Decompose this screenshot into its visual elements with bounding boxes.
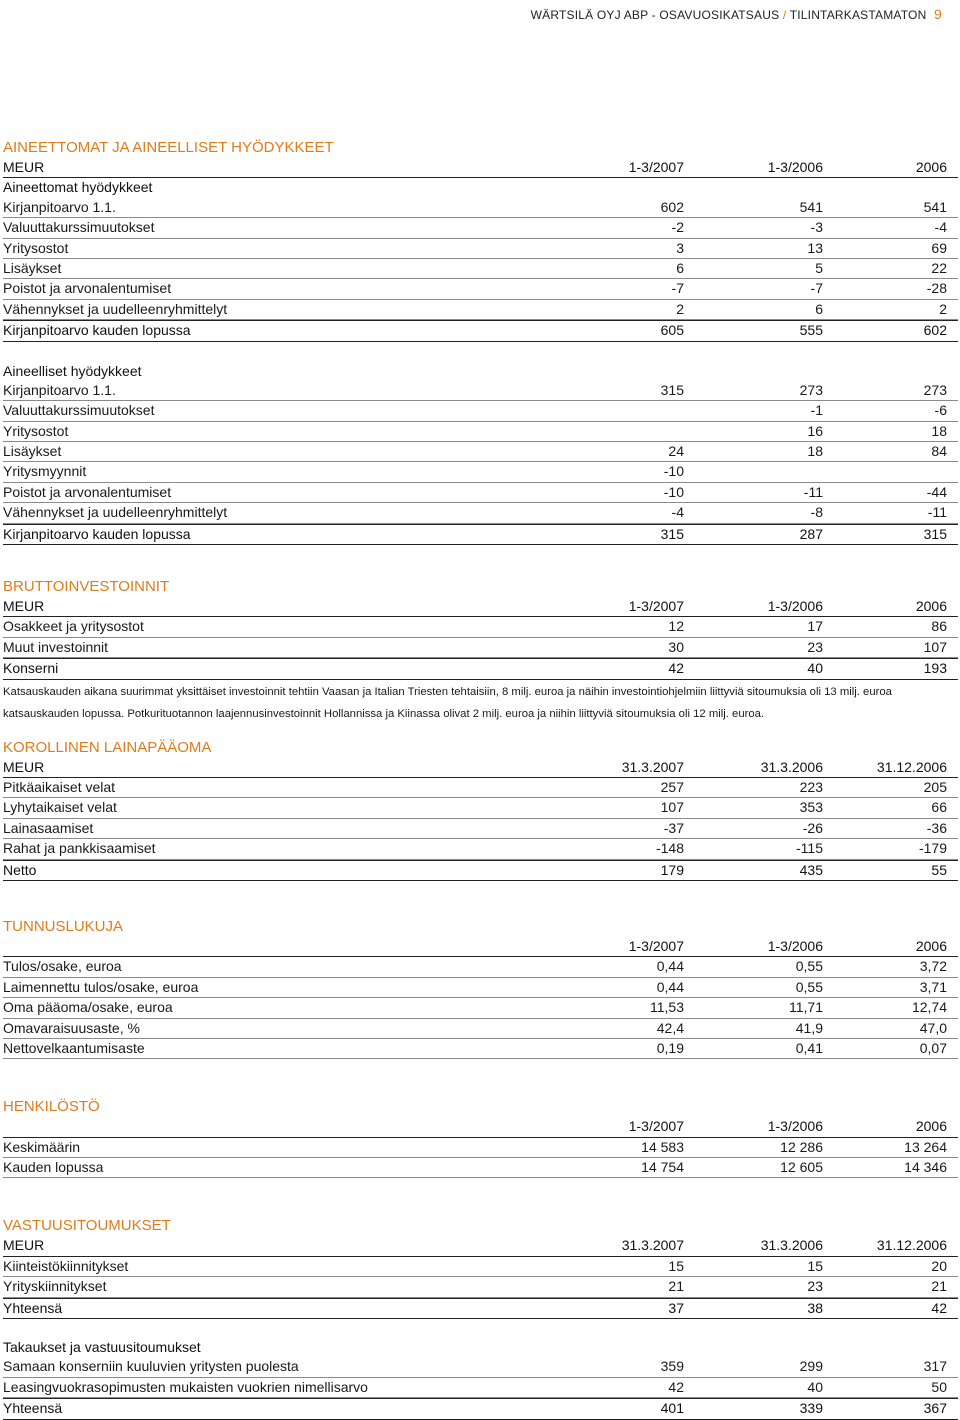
col-value-2: 299 [799,1358,823,1375]
row-label: Vähennykset ja uudelleenryhmittelyt [3,300,228,317]
col-value-1: 0,44 [656,958,684,975]
col-value-3: 69 [931,239,947,256]
col-value-3: 273 [923,381,947,398]
col-value-1: 1-3/2007 [628,598,684,615]
col-value-1: 15 [668,1257,684,1274]
col-value-1: 31.3.2007 [621,758,684,775]
col-value-3: 2006 [915,1118,947,1135]
col-value-3: -6 [934,402,947,419]
header-subtitle: TILINTARKASTAMATON [789,8,927,22]
subheading-aineettomat: Aineettomat hyödykkeet [3,179,153,196]
col-value-1: -7 [671,280,684,297]
row-label: Poistot ja arvonalentumiset [3,483,172,500]
total-row [3,524,958,545]
table-row [3,1158,958,1178]
row-label: Yritysostot [3,422,69,439]
col-value-2: 12 286 [780,1138,823,1155]
table-body [3,778,958,860]
row-label: Yritysostot [3,239,69,256]
page-number: 9 [934,6,942,22]
col-value-2: 0,55 [795,958,823,975]
table-row [3,1019,958,1039]
table-row [3,978,958,998]
table-row [3,381,958,401]
col-value-2: 23 [807,638,823,655]
row-label: Pitkäaikaiset velat [3,778,116,795]
col-value-3: 12,74 [911,999,947,1016]
col-value-1: 11,53 [650,999,684,1016]
col-value-3: 14 346 [904,1159,947,1176]
col-value-1: -10 [663,463,684,480]
section-title-bruttoinvestoinnit: BRUTTOINVESTOINNIT [3,578,170,596]
row-label: MEUR [3,159,45,175]
table-row [3,798,958,818]
col-value-1: 12 [668,618,684,635]
table-header [3,1117,958,1137]
table-body [3,1357,958,1398]
row-label: Lainasaamiset [3,819,94,836]
col-value-2: 31.3.2006 [760,758,823,775]
col-value-2: -26 [802,819,823,836]
row-label: Valuuttakurssimuutokset [3,219,155,236]
col-value-1: 14 754 [641,1159,684,1176]
row-label: Vähennykset ja uudelleenryhmittelyt [3,504,228,521]
table-row [3,819,958,839]
table-row [3,617,958,637]
table-body [3,381,958,524]
col-value-1: 3 [676,239,684,256]
row-label: Oma pääoma/osake, euroa [3,999,173,1016]
table-row [3,1378,958,1398]
row-label: Kirjanpitoarvo 1.1. [3,381,116,398]
investment-note: Katsauskauden aikana suurimmat yksittäiset investoinnit tehtiin Vaasan ja Italian Triesten tehtaisiin, 8 milj. euroa ja näihin investointiohjelmiin liittyviä sitoumuksia oli 13 milj. euroa katsauskauden lopussa. Potkurituotannon laajennusinvestoinnit Hollannissa ja Kiinassa olivat 2 milj. euroa ja niihin liittyviä sitoumuksia oli 12 milj. euroa. [3,685,892,720]
table-row [3,279,958,299]
col-value-1: 31.3.2007 [621,1237,684,1254]
row-label: Samaan konserniin kuuluvien yritysten puolesta [3,1358,299,1375]
col-value-1: 21 [668,1278,684,1295]
col-value-2: -115 [796,840,823,857]
col-value-1: 42 [668,660,684,677]
table-row [3,422,958,442]
row-label: Osakkeet ja yritysostot [3,618,144,635]
col-value-2: 23 [807,1278,823,1295]
col-value-1: 0,44 [656,978,684,995]
col-value-2: 1-3/2006 [767,598,823,615]
col-value-1: 1-3/2007 [628,937,684,954]
col-value-2: 353 [799,799,823,816]
col-value-2: 0,55 [795,978,823,995]
col-value-1: 2 [676,300,684,317]
col-value-2: 6 [815,300,823,317]
section-title-henkilosto: HENKILÖSTÖ [3,1098,100,1116]
col-value-3: 317 [923,1358,947,1375]
row-label: Konserni [3,660,59,677]
col-value-2: 555 [799,322,823,339]
col-value-1: -37 [663,819,684,836]
table-header [3,1236,958,1256]
table-row [3,1039,958,1059]
col-value-2: 18 [807,443,823,460]
col-value-1: 14 583 [641,1138,684,1155]
col-value-2: 17 [807,618,823,635]
col-value-3: 18 [931,422,947,439]
table-row [3,462,958,482]
table-body [3,1138,958,1179]
row-label: Keskimäärin [3,1138,81,1155]
col-value-3: 315 [923,525,947,542]
col-value-1: 6 [676,259,684,276]
col-value-3: -36 [926,819,947,836]
col-value-3: 193 [923,660,947,677]
table-row [3,483,958,503]
section-title-vastuusitoumukset: VASTUUSITOUMUKSET [3,1217,171,1235]
row-label: Yhteensä [3,1299,63,1316]
table-body [3,1257,958,1298]
section-title-hyodykkeet: AINEETTOMAT JA AINEELLISET HYÖDYKKEET [3,139,334,156]
row-label [3,937,544,956]
table-row [3,1357,958,1377]
total-row [3,658,958,679]
row-label: Yritysmyynnit [3,463,87,480]
col-value-2: 11,71 [789,999,823,1016]
col-value-1: 107 [660,799,684,816]
col-value-3: -44 [926,483,947,500]
col-value-3: -28 [926,280,947,297]
col-value-1 [544,422,685,441]
row-label: Netto [3,861,37,878]
row-label: Lyhytaikaiset velat [3,799,117,816]
col-value-1: -10 [663,483,684,500]
col-value-3: 22 [931,259,947,276]
col-value-2: 1-3/2006 [767,159,823,175]
col-value-2: 287 [799,525,823,542]
col-value-2: -7 [810,280,823,297]
col-value-2: 16 [807,422,823,439]
table-row [3,442,958,462]
col-value-2: 12 605 [780,1159,823,1176]
col-value-1: -2 [671,219,684,236]
row-label: Laimennettu tulos/osake, euroa [3,978,199,995]
col-value-1: 605 [660,322,684,339]
row-label [3,1117,544,1136]
col-value-1: -148 [655,840,684,857]
col-value-3: 107 [923,638,947,655]
row-label: Poistot ja arvonalentumiset [3,280,172,297]
col-value-1: 30 [668,638,684,655]
header-company: WÄRTSILÄ OYJ ABP - OSAVUOSIKATSAUS [530,8,780,22]
row-label: Kirjanpitoarvo 1.1. [3,198,116,215]
total-row [3,860,958,881]
row-label: Kauden lopussa [3,1159,104,1176]
total-row [3,1298,958,1319]
row-label: Lisäykset [3,259,62,276]
col-value-2: 13 [807,239,823,256]
table-row [3,1257,958,1277]
table-header [3,158,958,178]
col-value-3: 31.12.2006 [876,1237,947,1254]
total-row [3,320,958,341]
section-title-lainapaaoma: KOROLLINEN LAINAPÄÄOMA [3,738,212,756]
col-value-1: 179 [660,861,684,878]
page-header [531,6,942,22]
col-value-3: 21 [931,1278,947,1295]
col-value-1: 257 [660,778,684,795]
table-row [3,300,958,320]
col-value-2 [685,462,823,481]
col-value-2: 339 [799,1400,823,1417]
col-value-2: 31.3.2006 [760,1237,823,1254]
col-value-3: 13 264 [904,1138,947,1155]
table-header [3,758,958,778]
col-value-1: 42,4 [656,1019,684,1036]
col-value-2: 0,41 [795,1039,823,1056]
col-value-2: -11 [803,483,823,500]
col-value-2: 38 [807,1299,823,1316]
col-value-3: 3,72 [919,958,947,975]
col-value-3: 20 [931,1257,947,1274]
table-row [3,778,958,798]
col-value-2: 435 [799,861,823,878]
row-label: MEUR [3,758,45,775]
col-value-2: 41,9 [795,1019,823,1036]
row-label: Kirjanpitoarvo kauden lopussa [3,525,191,542]
row-label: Valuuttakurssimuutokset [3,402,155,419]
col-value-2: 273 [799,381,823,398]
row-label: Tulos/osake, euroa [3,958,122,975]
table-header [3,937,958,957]
col-value-3: -179 [918,840,947,857]
row-label: Kirjanpitoarvo kauden lopussa [3,322,191,339]
col-value-1: 0,19 [656,1039,684,1056]
col-value-3: 0,07 [919,1039,947,1056]
subheading-takaukset: Takaukset ja vastuusitoumukset [3,1339,201,1356]
col-value-3: 367 [923,1400,947,1417]
col-value-2: -8 [810,504,823,521]
col-value-3: 42 [931,1299,947,1316]
col-value-2: 541 [799,198,823,215]
table-row [3,1277,958,1297]
total-row [3,1398,958,1419]
row-label: Nettovelkaantumisaste [3,1039,145,1056]
row-label: Omavaraisuusaste, % [3,1019,140,1036]
table-row [3,1138,958,1158]
col-value-3: 602 [923,322,947,339]
col-value-1: 1-3/2007 [628,159,684,175]
row-label: Muut investoinnit [3,638,109,655]
table-body [3,957,958,1059]
col-value-1: 37 [668,1299,684,1316]
col-value-1: 315 [660,525,684,542]
col-value-1: 602 [660,198,684,215]
table-row [3,218,958,238]
col-value-2: 1-3/2006 [767,937,823,954]
row-label: MEUR [3,598,45,615]
col-value-3: 2006 [915,937,947,954]
col-value-3: 86 [931,618,947,635]
col-value-1: 24 [668,443,684,460]
col-value-2: 40 [807,1378,823,1395]
col-value-2: 40 [807,660,823,677]
col-value-3: 205 [923,778,947,795]
col-value-3: -11 [927,504,947,521]
col-value-3: 84 [931,443,947,460]
table-row [3,259,958,279]
row-label: Yrityskiinnitykset [3,1278,107,1295]
header-separator: / [782,8,787,22]
col-value-2: 223 [799,778,823,795]
col-value-3: 2 [939,300,947,317]
col-value-1: 42 [668,1378,684,1395]
table-row [3,957,958,977]
table-row [3,998,958,1018]
table-body [3,198,958,320]
col-value-3: 50 [931,1378,947,1395]
col-value-3: 47,0 [919,1019,947,1036]
col-value-3: 2006 [915,159,947,175]
table-row [3,839,958,859]
col-value-3: 2006 [915,598,947,615]
col-value-3: 31.12.2006 [876,758,947,775]
col-value-3: 541 [923,198,947,215]
col-value-2: -3 [810,219,823,236]
table-row [3,198,958,218]
row-label: Lisäykset [3,443,62,460]
col-value-1: 401 [660,1400,684,1417]
col-value-2: 5 [815,259,823,276]
row-label: Kiinteistökiinnitykset [3,1257,129,1274]
row-label: MEUR [3,1237,45,1254]
col-value-1: 359 [660,1358,684,1375]
row-label: Yhteensä [3,1400,63,1417]
table-row [3,239,958,259]
col-value-2: 15 [807,1257,823,1274]
col-value-3 [823,462,958,481]
row-label: Rahat ja pankkisaamiset [3,840,156,857]
col-value-3: 66 [931,799,947,816]
col-value-1: 315 [660,381,684,398]
row-label: Leasingvuokrasopimusten mukaisten vuokrien nimellisarvo [3,1378,368,1395]
col-value-1 [544,401,685,420]
col-value-3: 3,71 [919,978,947,995]
document-body [3,138,958,1420]
section-title-tunnuslukuja: TUNNUSLUKUJA [3,917,124,935]
col-value-1: 1-3/2007 [628,1118,684,1135]
table-header [3,597,958,617]
table-row [3,638,958,658]
col-value-3: -4 [934,219,947,236]
col-value-2: -1 [810,402,823,419]
col-value-3: 55 [931,861,947,878]
col-value-2: 1-3/2006 [767,1118,823,1135]
table-body [3,617,958,658]
subheading-aineelliset: Aineelliset hyödykkeet [3,362,142,379]
col-value-1: -4 [671,504,684,521]
table-row [3,401,958,421]
table-row [3,503,958,523]
